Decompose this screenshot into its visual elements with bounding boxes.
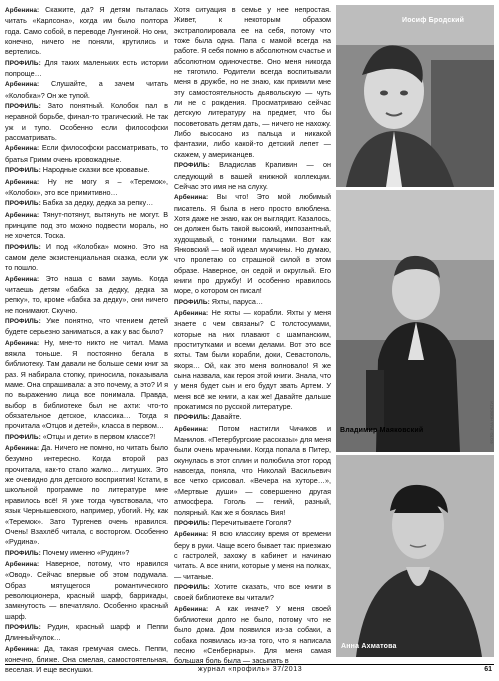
paragraph-text: Яхты, паруса… <box>211 296 264 306</box>
speaker-label: ПРОФИЛЬ: <box>174 298 210 306</box>
speaker-label: Арбенина: <box>5 7 40 14</box>
paragraph-text: И под «Колобка» можно. Это на самом деле экзистенциальная сказка, если уж то пошло. <box>5 241 168 273</box>
speaker-label: ПРОФИЛЬ: <box>174 519 210 527</box>
speaker-label: Арбенина: <box>5 560 40 568</box>
photo-mayakovsky <box>336 190 494 452</box>
speaker-label: Арбенина: <box>5 339 40 347</box>
paragraph-text: Потом настигли Чичиков и Манилов. «Петербургские рассказы» для меня были очень мрачными. Когда попала в Питер, окунулась в этот сплин и полюбила этот город навсегда, поняла, что Николай Васильевич все четко срисовал. «Вечера на хуторе…», «Мертвые души» — совершенно другая атмосфера. Гоголь — гений, разный, полярный. Как же я боялась Вия! <box>174 423 331 517</box>
caption-akhmatova: Анна Ахматова <box>341 643 397 650</box>
speaker-label: Арбенина: <box>174 194 209 202</box>
dialogue-paragraph <box>5 58 168 80</box>
dialogue-paragraph <box>5 316 168 338</box>
paragraph-text: Бабка за дедку, дедка за репку… <box>42 198 154 208</box>
dialogue-paragraph <box>5 101 168 143</box>
dialogue-paragraph <box>5 559 168 622</box>
paragraph-text: Рудин, красный шарф и Пеппи Длинныйчулок… <box>5 621 168 643</box>
dialogue-paragraph <box>5 432 168 443</box>
page-footer <box>0 664 499 676</box>
speaker-label: ПРОФИЛЬ: <box>5 549 41 557</box>
speaker-label: Арбенина: <box>174 605 209 613</box>
dialogue-paragraph <box>174 297 331 308</box>
speaker-label: ПРОФИЛЬ: <box>5 59 41 67</box>
dialogue-paragraph <box>5 548 168 559</box>
dialogue-paragraph <box>174 529 331 582</box>
speaker-label: Арбенина: <box>174 531 209 539</box>
speaker-label: ПРОФИЛЬ: <box>174 583 210 591</box>
photo-brodsky <box>336 5 494 187</box>
caption-brodsky: Иосиф Бродский <box>402 17 465 24</box>
speaker-label: ПРОФИЛЬ: <box>5 103 41 111</box>
paragraph-text: Зато понятный. Колобок пал в неравной борьбе, финал-то трагический. Не так уж и тупо. Особенно если философски рассматривать. <box>5 101 169 143</box>
speaker-label: Арбенина: <box>5 275 40 283</box>
paragraph-text: Почему именно «Рудин»? <box>42 547 130 557</box>
photo-akhmatova <box>336 455 494 657</box>
paragraph-text: Давайте. <box>211 412 242 422</box>
dialogue-paragraph <box>5 443 168 547</box>
paragraph-text: Скажите, да? Я детям пыталась читать «Карлсона», когда им было полтора года. Само собой, в переводе Лунгиной. Но они, конечно, ничего не поняли, крутились и вертелись. <box>5 5 168 57</box>
article-column-left <box>5 5 168 676</box>
paragraph-text: Если философски рассматривать, то братья Гримм очень кровожадные. <box>5 143 168 164</box>
speaker-label: ПРОФИЛЬ: <box>5 167 41 175</box>
speaker-label: ПРОФИЛЬ: <box>5 200 41 208</box>
paragraph-text: Слушайте, а зачем читать «Колобка»? Он же тупой. <box>5 79 168 100</box>
paragraph-text: Уже понятно, что чтением детей будете серьезно заниматься, а как у вас было? <box>5 315 168 337</box>
speaker-label: ПРОФИЛЬ: <box>5 243 41 251</box>
dialogue-paragraph <box>5 338 168 432</box>
paragraph-text: Вы что! Это мой любимый писатель. Я была в него просто влюблена. Хотя даже не знаю, как он выглядит. Казалось, он должен быть такой высокий, импозантный, худощавый, с тонкими пальцами. Вот как Янковский — мой идеал мужчины. Но думаю, что пролетаю со страшной силой в этом образе. Наверное, он седой и округлый. Его книги про дружбу! И особенно нравилось море, о котором он писал! <box>174 192 331 296</box>
speaker-label: ПРОФИЛЬ: <box>174 414 210 422</box>
photo-credit: ФОТО: РИА НОВОСТИ <box>489 401 494 444</box>
speaker-label: Арбенина: <box>5 145 40 153</box>
dialogue-paragraph <box>5 198 168 209</box>
paragraph-text: Перечитываете Гоголя? <box>211 517 292 527</box>
dialogue-paragraph <box>174 192 331 296</box>
caption-mayakovsky: Владимир Маяковский <box>340 427 424 434</box>
speaker-label: Арбенина: <box>174 309 209 317</box>
paragraph-text: Хотя ситуация в семье у нее непростая. Живет, к некоторым образом экстраполировала ее на себя, потому что тоже была одна. Папа с мамой всегда на работе. Я себя помню в абсолютном счастье и абсолютном одиночестве. Оно меня никогда не тяготило. Родители всегда воспитывали меня в дружбе, но не знаю, как привили мне эту самостоятельность дьявольскую — чуть ли не с рождения. Просматриваю сейчас детскую литературу на предмет, что бы посоветовать детям дать, — ничего не нахожу. Либо высосано из пальца и никакой фантазии, либо какой-то детский лепет — скажем, у американцев. <box>174 5 331 159</box>
paragraph-text: Наверное, потому, что нравился «Овод». Сейчас впервые об этом подумала. Образ мятущегося романтического революционера, красный шарф, баррикады, замкнутость — впечатляло. Особенно красный шарф. <box>5 558 169 621</box>
dialogue-paragraph <box>174 604 331 667</box>
paragraph-text: Хотите сказать, что все книги в своей библиотеке вы читали? <box>174 581 331 603</box>
dialogue-paragraph <box>174 5 331 160</box>
paragraph-text: Это наша с вами заумь. Когда читаешь детям «бабка за дедку, дедка за репку», то, кроме «бабка за дедку», они ничего не понимают. Скучно. <box>5 273 168 315</box>
photo-akhmatova-image <box>336 455 494 657</box>
paragraph-text: Да. Ничего не помню, но читать было безумно интересно. Когда второй раз прочитала, как-то стало жалко… литуших. Это же очевидно для детского восприятия! Кстати, в школьной программе по литературе мне нравилось всё! Я уже тогда чувствовала, что язык Чернышевского, например, убогий. Ну, как «Теремок». Зато Тургенев очень нравился. Очень! Взахлёб читала, с восторгом. Особенно «Рудина». <box>5 443 168 547</box>
dialogue-paragraph <box>5 242 168 274</box>
paragraph-text: Я всю классику время от времени беру в руки. Чаще всего бывает так: приезжаю с гастролей, захожу в кабинет и начинаю читать. А все книги, которые у меня на полках, — читаные. <box>174 529 331 581</box>
paragraph-text: Владислав Крапивин — он следующий в вашей книжной коллекции. Сейчас это имя не на слуху. <box>174 160 331 191</box>
footer-rule <box>5 664 494 665</box>
paragraph-text: «Отцы и дети» в первом классе?! <box>42 431 156 441</box>
paragraph-text: Не яхты — корабли. Яхты у меня знаете с чем связаны? С толстосумами, которые на них плавают с шампанским, проститутками и всеми делами. Вот это все яхты. Там были корабли, доки, Севастополь, якоря… Ой, как это меня волновало! Я же сына назвала, как героя этой книги. Знала, что у меня будет сын и его будут звать Артем. У меня всё же книги, а как же! Давайте дальше прокатимся по русской литературе. <box>174 307 331 412</box>
footer-magazine: журнал «профиль» 37/2013 <box>198 666 303 673</box>
speaker-label: ПРОФИЛЬ: <box>5 317 41 325</box>
dialogue-paragraph <box>174 412 331 423</box>
paragraph-text: Тянут-потянут, вытянуть не могут. В принципе под это можно подвести мораль, но не хочется. Тоска. <box>5 209 168 241</box>
dialogue-paragraph <box>174 424 331 518</box>
speaker-label: ПРОФИЛЬ: <box>5 433 41 441</box>
dialogue-paragraph <box>5 274 168 316</box>
dialogue-paragraph <box>5 79 168 101</box>
speaker-label: ПРОФИЛЬ: <box>5 623 41 631</box>
speaker-label: Арбенина: <box>5 81 40 89</box>
paragraph-text: Народные сказки все кровавые. <box>42 165 150 175</box>
speaker-label: Арбенина: <box>5 211 40 219</box>
speaker-label: ПРОФИЛЬ: <box>174 162 210 170</box>
page-number: 61 <box>484 666 492 673</box>
speaker-label: Арбенина: <box>5 445 40 453</box>
dialogue-paragraph <box>5 165 168 176</box>
photo-brodsky-image <box>336 5 494 187</box>
paragraph-text: Для таких маленьких есть истории попроще… <box>5 57 168 79</box>
dialogue-paragraph <box>5 5 168 58</box>
speaker-label: Арбенина: <box>174 425 209 433</box>
dialogue-paragraph <box>5 622 168 644</box>
dialogue-paragraph <box>174 518 331 529</box>
dialogue-paragraph <box>5 177 168 199</box>
dialogue-paragraph <box>174 160 331 192</box>
dialogue-paragraph <box>174 582 331 604</box>
speaker-label: Арбенина: <box>5 178 40 186</box>
speaker-label: Арбенина: <box>5 645 40 653</box>
paragraph-text: А как иначе? У меня своей библиотеки долго не было, потому что не было дома. Дом появился из-за собаки, а собака появилась из-за того, что я написала песню «Сенбернары». Для меня самая большая боль была — засыпать в <box>174 603 331 666</box>
paragraph-text: Да, такая гремучая смесь. Пеппи, конечно, ближе. Она смелая, самостоятельная, веселая. И еще веснушки. <box>5 643 168 675</box>
paragraph-text: Ну, мне-то никто не читал. Мама вяжла тоньше. Я постоянно бегала в библиотеку. Там давали не больше семи книг за раз. Я набирала стопку, приносила, показывала маме. Она спрашивала: а это почему, а это? И я по выражению лица все понимала. Правда, выбор в библиотеке был не ахти: что-то обязательное детское, классика… Тогда я прочитала «Отцов и детей», класса в первом… <box>5 337 168 431</box>
dialogue-paragraph <box>174 308 331 412</box>
dialogue-paragraph <box>5 143 168 165</box>
paragraph-text: Ну не могу я – «Теремок», «Колобок», это все примитивно… <box>5 176 168 197</box>
article-column-middle <box>174 5 331 667</box>
dialogue-paragraph <box>5 210 168 242</box>
photo-mayakovsky-image <box>336 190 494 452</box>
